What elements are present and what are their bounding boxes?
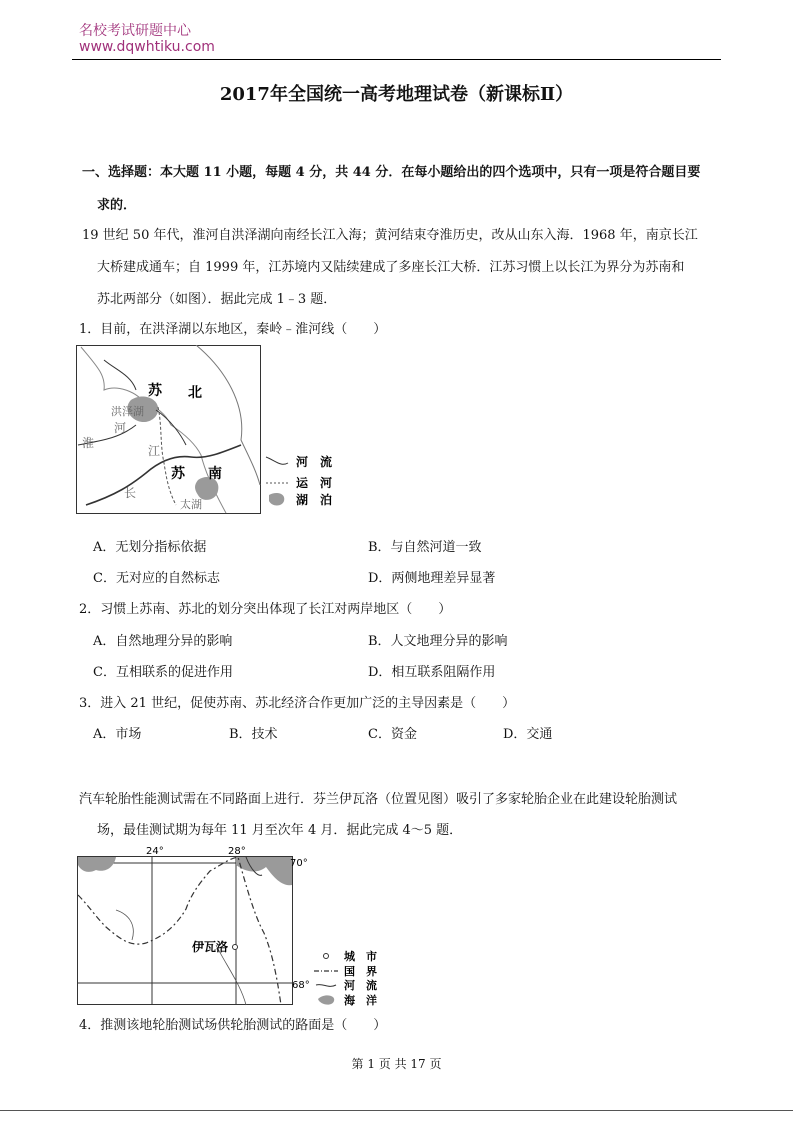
passage1-line3: 苏北两部分（如图）．据此完成 1﹣3 题． — [97, 292, 337, 307]
map-frame — [77, 346, 261, 514]
map2-legend-river: 河 流 — [344, 979, 377, 992]
footer-divider — [0, 1110, 793, 1111]
finland-ivalo-map — [76, 845, 386, 1010]
q1-option-c[interactable]: C．无对应的自然标志 — [93, 571, 220, 586]
map2-lat-68: 68° — [292, 980, 310, 991]
q3-stem: 3．进入 21 世纪，促使苏南、苏北经济合作更加广泛的主导因素是（ ） — [79, 696, 516, 711]
map2-legend-sea: 海 洋 — [344, 994, 377, 1007]
section-heading-line1: 一、选择题：本大题 11 小题，每题 4 分，共 44 分．在每小题给出的四个选项中，只有一项是符合题目要 — [82, 165, 701, 180]
map1-label-nan: 南 — [208, 466, 222, 482]
q3-option-d[interactable]: D．交通 — [503, 727, 553, 742]
q4-stem: 4．推测该地轮胎测试场供轮胎测试的路面是（ ） — [79, 1018, 387, 1033]
map1-legend-lake: 湖 泊 — [296, 493, 333, 507]
map2-lat-70: 70° — [290, 858, 308, 869]
map2-lon-28: 28° — [228, 846, 246, 857]
map2-lon-24: 24° — [146, 846, 164, 857]
header-divider — [72, 59, 721, 60]
section-heading-line2: 求的． — [97, 198, 137, 213]
map2-legend-border: 国 界 — [344, 965, 377, 978]
q1-option-b[interactable]: B．与自然河道一致 — [368, 540, 482, 555]
page-title: 2017年全国统一高考地理试卷（新课标Ⅱ） — [219, 84, 574, 105]
map1-label-su2: 苏 — [171, 466, 185, 482]
q2-option-d[interactable]: D．相互联系阻隔作用 — [368, 665, 496, 680]
q2-option-b[interactable]: B．人文地理分异的影响 — [368, 634, 508, 649]
legend-river-symbol — [266, 457, 288, 464]
map1-label-su1: 苏 — [148, 383, 162, 399]
map2-legend-city: 城 市 — [344, 950, 377, 963]
jiangsu-map — [76, 345, 376, 515]
map1-label-he: 河 — [114, 421, 127, 435]
map1-label-chang: 长 — [124, 486, 137, 500]
legend-city-symbol — [324, 954, 329, 959]
map2-city-label: 伊瓦洛 — [192, 940, 229, 954]
header-site-name: 名校考试研题中心 — [79, 23, 191, 39]
map1-label-jiang: 江 — [148, 444, 161, 458]
legend-river-symbol-2 — [316, 985, 336, 987]
map1-label-hongze: 洪泽湖 — [111, 405, 144, 418]
passage2-line1: 汽车轮胎性能测试需在不同路面上进行．芬兰伊瓦洛（位置见图）吸引了多家轮胎企业在此建设轮胎测试 — [79, 792, 678, 807]
q3-option-a[interactable]: A．市场 — [93, 727, 142, 742]
map1-label-huai: 淮 — [82, 436, 95, 450]
q1-option-a[interactable]: A．无划分指标依据 — [93, 540, 207, 555]
q1-stem: 1．目前，在洪泽湖以东地区，秦岭﹣淮河线（ ） — [79, 322, 387, 337]
q1-option-d[interactable]: D．两侧地理差异显著 — [368, 571, 496, 586]
q3-option-b[interactable]: B．技术 — [229, 727, 278, 742]
passage1-line1: 19 世纪 50 年代，淮河自洪泽湖向南经长江入海；黄河结束夺淮历史，改从山东入海．1968 年，南京长江 — [82, 228, 698, 243]
map1-legend-canal: 运 河 — [296, 476, 333, 490]
legend-sea-symbol — [318, 995, 334, 1004]
passage2-line2: 场，最佳测试期为每年 11 月至次年 4 月．据此完成 4～5 题． — [97, 823, 463, 838]
ivalo-city-marker — [233, 945, 238, 950]
passage1-line2: 大桥建成通车；自 1999 年，江苏境内又陆续建成了多座长江大桥．江苏习惯上以长江为界分为苏南和 — [97, 260, 685, 275]
header-site-url[interactable]: www.dqwhtiku.com — [79, 39, 215, 55]
legend-lake-symbol — [269, 493, 284, 506]
q2-option-c[interactable]: C．互相联系的促进作用 — [93, 665, 233, 680]
map1-legend-river: 河 流 — [296, 455, 333, 469]
q2-stem: 2．习惯上苏南、苏北的划分突出体现了长江对两岸地区（ ） — [79, 602, 452, 617]
map1-label-bei: 北 — [188, 385, 202, 401]
map1-label-taihu: 太湖 — [180, 498, 202, 511]
q3-option-c[interactable]: C．资金 — [368, 727, 417, 742]
page-number: 第 1 页 共 17 页 — [351, 1057, 442, 1071]
q2-option-a[interactable]: A．自然地理分异的影响 — [93, 634, 233, 649]
